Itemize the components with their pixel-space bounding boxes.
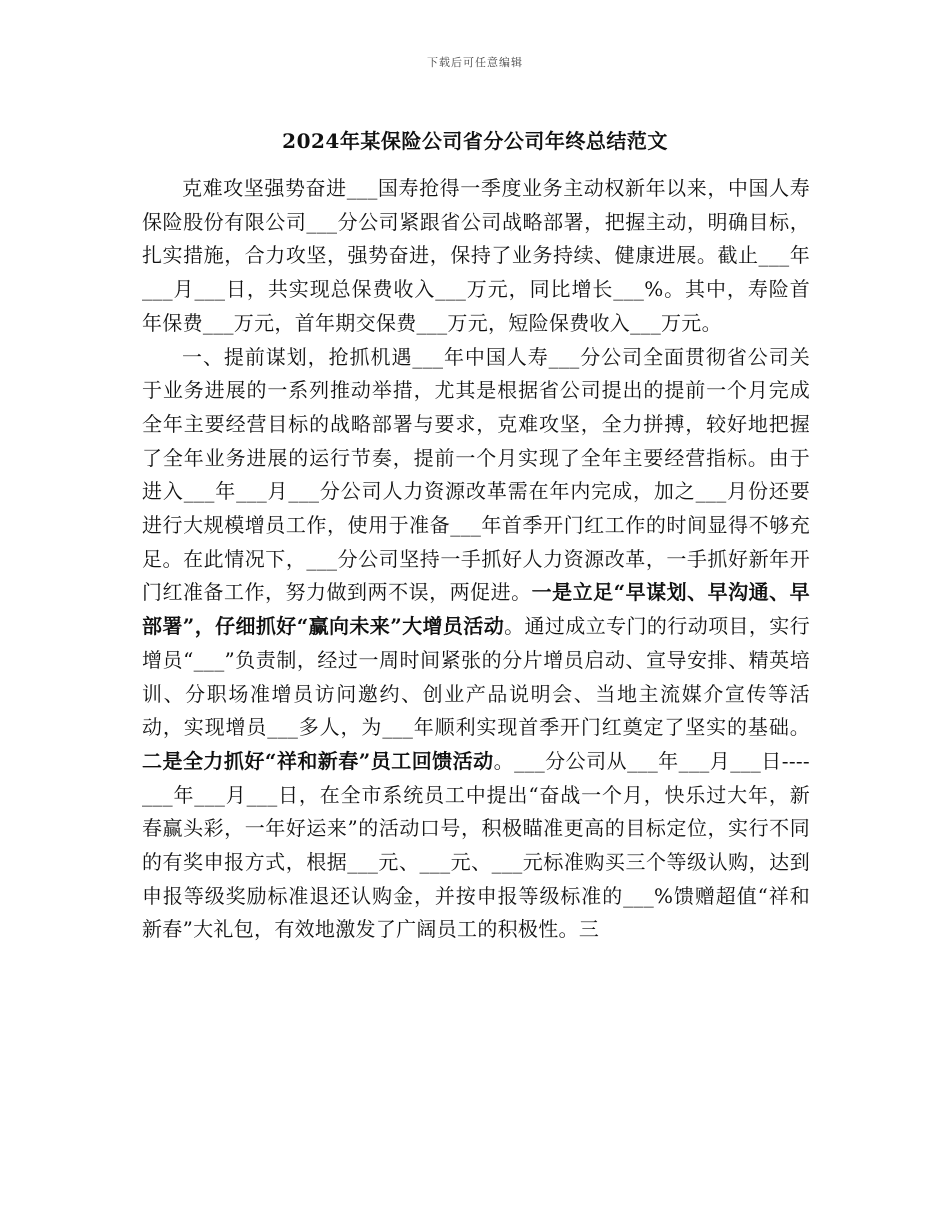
document-body bbox=[142, 172, 810, 947]
paragraph-text: 一、提前谋划，抢抓机遇___年中国人寿___分公司全面贯彻省公司关于业务进展的一系列推动举措，尤其是根据省公司提出的提前一个月完成全年主要经营目标的战略部署与要求，克难攻坚，全力拼搏，较好地把握了全年业务进展的运行节奏，提前一个月实现了全年主要经营指标。由于进入___年___月___分公司人力资源改革需在年内完成，加之___月份还要进行大规模增员工作，使用于准备___年首季开门红工作的时间显得不够充足。在此情况下，___分公司坚持一手抓好人力资源改革，一手抓好新年开门红准备工作，努力做到两不误，两促进。 bbox=[142, 344, 810, 605]
highlight-point-one: 一是立足“早谋划、早沟通、早部署”，仔细抓好“赢向未来”大增员活动 bbox=[142, 580, 810, 639]
document-title: 2024年某保险公司省分公司年终总结范文 bbox=[282, 129, 668, 153]
paragraph-text: 克难攻坚强势奋进___国寿抢得一季度业务主动权新年以来，中国人寿保险股份有限公司___分公司紧跟省公司战略部署，把握主动，明确目标，扎实措施，合力攻坚，强势奋进，保持了业务持续、健康进展。截止___年___月___日，共实现总保费收入___万元，同比增长___%。其中，寿险首年保费___万元，首年期交保费___万元，短险保费收入___万元。 bbox=[142, 176, 810, 335]
paragraph-text: 。___分公司从___年___月___日----___年___月___日，在全市系统员工中提出“奋战一个月，快乐过大年，新春赢头彩，一年好运来”的活动口号，积极瞄准更高的目标定位，实行不同的有奖申报方式，根据___元、___元、___元标准购买三个等级认购，达到申报等级奖励标准退还认购金，并按申报等级标准的___%馈赠超值“祥和新春”大礼包，有效地激发了广阔员工的积极性。三 bbox=[142, 748, 810, 942]
page-header-note: 下载后可任意编辑 bbox=[427, 56, 523, 69]
paragraph-text: 。通过成立专门的行动项目，实行增员“___”负责制，经过一周时间紧张的分片增员启动、宣导安排、精英培训、分职场准增员访问邀约、创业产品说明会、当地主流媒介宣传等活动，实现增员___多人，为___年顺利实现首季开门红奠定了坚实的基础。 bbox=[142, 614, 811, 740]
paragraph-intro bbox=[142, 172, 810, 341]
paragraph-section-one bbox=[142, 341, 810, 948]
highlight-point-two: 二是全力抓好“祥和新春”员工回馈活动 bbox=[142, 748, 494, 773]
